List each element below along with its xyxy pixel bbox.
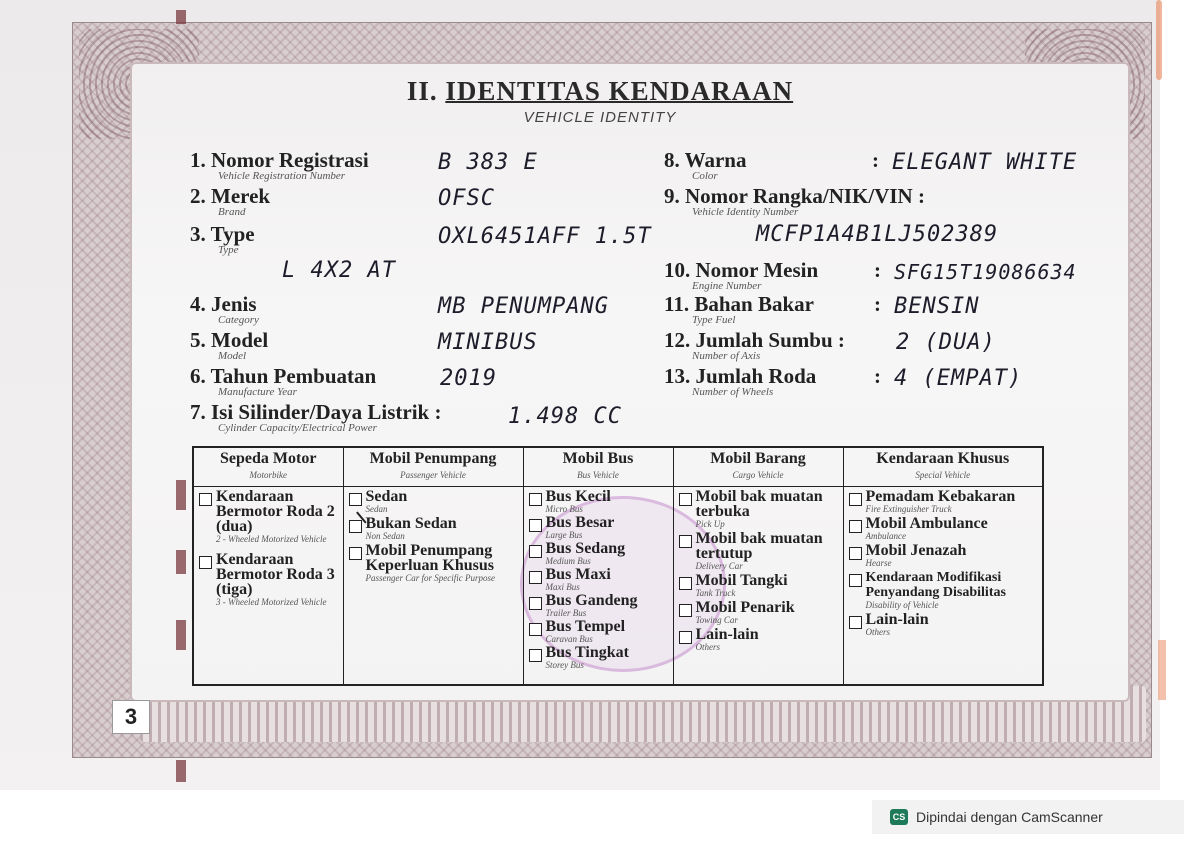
category-column: [193, 487, 343, 686]
checkbox[interactable]: [529, 649, 542, 662]
category-option: Bus Sedang Medium Bus: [529, 541, 668, 566]
field-registration-number: 1. Nomor Registrasi Vehicle Registration Number: [190, 148, 369, 182]
colon: :: [874, 364, 881, 388]
value-category: MB PENUMPANG: [438, 294, 609, 319]
category-option: Mobil Jenazah Hearse: [849, 543, 1038, 568]
field-fuel-type: 11. Bahan Bakar Type Fuel: [664, 292, 814, 326]
checkbox-checked[interactable]: [349, 520, 362, 533]
field-manufacture-year: 6. Tahun Pembuatan Manufacture Year: [190, 364, 377, 398]
camscanner-text: Dipindai dengan CamScanner: [916, 809, 1103, 825]
category-option: Bus Tingkat Storey Bus: [529, 645, 668, 670]
field-engine-number: 10. Nomor Mesin Engine Number: [664, 258, 819, 292]
colon: :: [874, 258, 881, 282]
checkbox[interactable]: [349, 547, 362, 560]
category-header-row: [193, 447, 1043, 487]
field-axis-count: 12. Jumlah Sumbu : Number of Axis: [664, 328, 845, 362]
value-type-line2: L 4X2 AT: [282, 258, 396, 283]
checkbox[interactable]: [529, 545, 542, 558]
field-brand: 2. Merek Brand: [190, 184, 271, 218]
category-option: Kendaraan Bermotor Roda 3 (tiga) 3 - Wheeled Motorized Vehicle: [199, 552, 338, 607]
category-header: Mobil Bus Bus Vehicle: [523, 447, 673, 487]
checkbox[interactable]: [199, 493, 212, 506]
category-option: Mobil bak muatan tertutup Delivery Car: [679, 531, 838, 571]
category-option: Mobil Tangki Tank Truck: [679, 573, 838, 598]
category-option: Mobil Penarik Towing Car: [679, 600, 838, 625]
value-type: OXL6451AFF 1.5T: [438, 224, 652, 249]
checkbox[interactable]: [529, 493, 542, 506]
checkbox[interactable]: [349, 493, 362, 506]
field-vin: 9. Nomor Rangka/NIK/VIN : Vehicle Identity Number: [664, 184, 925, 218]
category-column: [523, 487, 673, 686]
category-option: Bukan Sedan Non Sedan: [349, 516, 518, 541]
value-vin: MCFP1A4B1LJ502389: [756, 222, 999, 247]
value-registration-number: B 383 E: [438, 150, 538, 175]
category-column: [843, 487, 1043, 686]
field-color: 8. Warna Color: [664, 148, 747, 182]
category-option: Mobil bak muatan terbuka Pick Up: [679, 489, 838, 529]
value-axis-count: 2 (DUA): [896, 330, 996, 355]
value-wheel-count: 4 (EMPAT): [894, 366, 1023, 391]
checkbox[interactable]: [529, 519, 542, 532]
field-wheel-count: 13. Jumlah Roda Number of Wheels: [664, 364, 817, 398]
category-option: Mobil Penumpang Keperluan Khusus Passenger Car for Specific Purpose: [349, 543, 518, 583]
field-model: 5. Model Model: [190, 328, 269, 362]
camscanner-watermark: [872, 800, 1184, 834]
checkbox[interactable]: [679, 604, 692, 617]
category-option: Pemadam Kebakaran Fire Extinguisher Truck: [849, 489, 1038, 514]
checkbox[interactable]: [529, 597, 542, 610]
category-header: Kendaraan Khusus Special Vehicle: [843, 447, 1043, 487]
category-option: Bus Besar Large Bus: [529, 515, 668, 540]
category-option: Kendaraan Modifikasi Penyandang Disabilitas Disability of Vehicle: [849, 570, 1038, 610]
checkbox[interactable]: [679, 631, 692, 644]
category-column: [673, 487, 843, 686]
value-model: MINIBUS: [438, 330, 538, 355]
checkbox[interactable]: [849, 616, 862, 629]
value-manufacture-year: 2019: [440, 366, 497, 391]
category-column: [343, 487, 523, 686]
category-option: Lain-lain Others: [849, 612, 1038, 637]
value-engine-number: SFG15T19086634: [894, 260, 1077, 284]
field-cylinder-capacity: 7. Isi Silinder/Daya Listrik : Cylinder Capacity/Electrical Power: [190, 400, 442, 434]
value-cylinder-capacity: 1.498 CC: [508, 404, 622, 429]
category-header: Mobil Penumpang Passenger Vehicle: [343, 447, 523, 487]
checkbox[interactable]: [679, 493, 692, 506]
category-option: Kendaraan Bermotor Roda 2 (dua) 2 - Wheeled Motorized Vehicle: [199, 489, 338, 544]
category-option: Bus Maxi Maxi Bus: [529, 567, 668, 592]
section-subtitle: VEHICLE IDENTITY: [523, 109, 677, 126]
checkbox[interactable]: [849, 520, 862, 533]
edge-mark: [1158, 640, 1166, 700]
colon: :: [872, 148, 879, 172]
category-option: Mobil Ambulance Ambulance: [849, 516, 1038, 541]
checkbox[interactable]: [679, 577, 692, 590]
category-option: Bus Gandeng Trailer Bus: [529, 593, 668, 618]
checkbox[interactable]: [199, 556, 212, 569]
category-header: Sepeda Motor Motorbike: [193, 447, 343, 487]
category-header: Mobil Barang Cargo Vehicle: [673, 447, 843, 487]
checkbox[interactable]: [529, 623, 542, 636]
checkbox[interactable]: [849, 574, 862, 587]
category-option: Sedan Sedan: [349, 489, 518, 514]
checkbox[interactable]: [679, 535, 692, 548]
page-number: 3: [112, 700, 150, 734]
category-option: Bus Tempel Caravan Bus: [529, 619, 668, 644]
field-type: 3. Type Type: [190, 222, 255, 256]
section-title: IDENTITAS KENDARAAN: [445, 76, 794, 106]
colon: :: [874, 292, 881, 316]
camscanner-icon: CS: [890, 809, 908, 825]
value-color: ELEGANT WHITE: [892, 150, 1078, 175]
category-option: Lain-lain Others: [679, 627, 838, 652]
category-option: Bus Kecil Micro Bus: [529, 489, 668, 514]
value-fuel-type: BENSIN: [894, 294, 980, 319]
field-category: 4. Jenis Category: [190, 292, 259, 326]
section-number: II.: [406, 76, 438, 106]
checkbox[interactable]: [849, 493, 862, 506]
vehicle-category-table: [192, 446, 1044, 686]
edge-mark: [1156, 0, 1162, 80]
document-title: [0, 76, 1200, 126]
checkbox[interactable]: [849, 547, 862, 560]
value-brand: OFSC: [438, 186, 495, 211]
checkbox[interactable]: [529, 571, 542, 584]
